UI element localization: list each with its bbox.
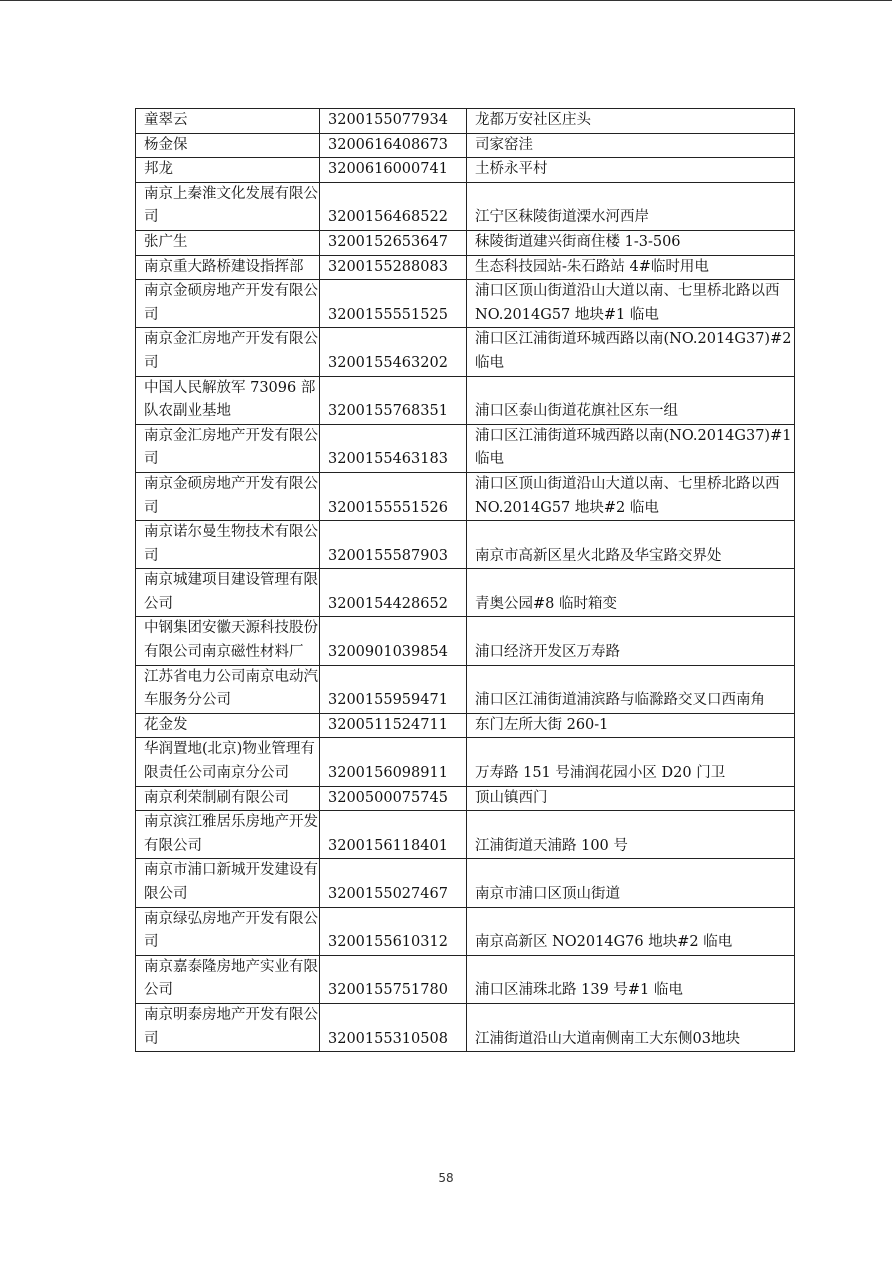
account-number-cell: 3200155551525 [320, 280, 467, 328]
address-cell: 浦口区江浦街道浦滨路与临滁路交叉口西南角 [467, 665, 795, 713]
account-number-cell: 3200155768351 [320, 376, 467, 424]
table-row [136, 811, 795, 859]
customer-name-cell: 南京金硕房地产开发有限公司 [136, 472, 320, 520]
table-row [136, 859, 795, 907]
address-cell: 浦口区泰山街道花旗社区东一组 [467, 376, 795, 424]
address-cell: 浦口区顶山街道沿山大道以南、七里桥北路以西 NO.2014G57 地块#2 临电 [467, 472, 795, 520]
address-cell: 土桥永平村 [467, 158, 795, 183]
table-row [136, 738, 795, 786]
customer-name-cell: 张广生 [136, 230, 320, 255]
account-number-cell: 3200511524711 [320, 713, 467, 738]
customer-name-cell: 南京诺尔曼生物技术有限公司 [136, 521, 320, 569]
account-number-cell: 3200616408673 [320, 133, 467, 158]
customer-name-cell: 南京利荣制刷有限公司 [136, 786, 320, 811]
account-number-cell: 3200616000741 [320, 158, 467, 183]
table-row [136, 665, 795, 713]
table-row [136, 786, 795, 811]
account-number-cell: 3200155463202 [320, 328, 467, 376]
table-row [136, 255, 795, 280]
address-cell: 司家窑洼 [467, 133, 795, 158]
page-number: 58 [438, 1171, 454, 1185]
address-cell: 秣陵街道建兴街商住楼 1-3-506 [467, 230, 795, 255]
customer-name-cell: 江苏省电力公司南京电动汽车服务分公司 [136, 665, 320, 713]
table-row [136, 182, 795, 230]
table-row [136, 955, 795, 1003]
address-cell: 浦口经济开发区万寿路 [467, 617, 795, 665]
account-number-cell: 3200154428652 [320, 569, 467, 617]
account-number-cell: 3200155077934 [320, 109, 467, 134]
address-cell: 青奥公园#8 临时箱变 [467, 569, 795, 617]
address-cell: 浦口区顶山街道沿山大道以南、七里桥北路以西 NO.2014G57 地块#1 临电 [467, 280, 795, 328]
customer-name-cell: 南京金汇房地产开发有限公司 [136, 424, 320, 472]
table-row [136, 1003, 795, 1051]
account-number-cell: 3200500075745 [320, 786, 467, 811]
address-cell: 顶山镇西门 [467, 786, 795, 811]
table-row [136, 907, 795, 955]
address-cell: 南京市高新区星火北路及华宝路交界处 [467, 521, 795, 569]
table-row [136, 230, 795, 255]
customer-name-cell: 南京明泰房地产开发有限公司 [136, 1003, 320, 1051]
account-number-cell: 3200155551526 [320, 472, 467, 520]
table-row [136, 133, 795, 158]
address-cell: 南京市浦口区顶山街道 [467, 859, 795, 907]
address-cell: 东门左所大街 260-1 [467, 713, 795, 738]
address-cell: 江宁区秣陵街道溧水河西岸 [467, 182, 795, 230]
account-number-cell: 3200156098911 [320, 738, 467, 786]
account-number-cell: 3200156468522 [320, 182, 467, 230]
customer-name-cell: 南京金汇房地产开发有限公司 [136, 328, 320, 376]
table-row [136, 328, 795, 376]
table-row [136, 280, 795, 328]
account-number-cell: 3200155463183 [320, 424, 467, 472]
account-number-cell: 3200901039854 [320, 617, 467, 665]
table-row [136, 713, 795, 738]
customer-name-cell: 杨金保 [136, 133, 320, 158]
customer-name-cell: 南京城建项目建设管理有限公司 [136, 569, 320, 617]
account-number-cell: 3200155587903 [320, 521, 467, 569]
customer-name-cell: 童翠云 [136, 109, 320, 134]
address-cell: 江浦街道天浦路 100 号 [467, 811, 795, 859]
customer-name-cell: 中钢集团安徽天源科技股份有限公司南京磁性材料厂 [136, 617, 320, 665]
customer-name-cell: 南京市浦口新城开发建设有限公司 [136, 859, 320, 907]
table-row [136, 424, 795, 472]
address-cell: 南京高新区 NO2014G76 地块#2 临电 [467, 907, 795, 955]
account-number-cell: 3200155027467 [320, 859, 467, 907]
customer-name-cell: 南京滨江雅居乐房地产开发有限公司 [136, 811, 320, 859]
address-cell: 生态科技园站-朱石路站 4#临时用电 [467, 255, 795, 280]
address-cell: 龙都万安社区庄头 [467, 109, 795, 134]
address-cell: 江浦街道沿山大道南侧南工大东侧03地块 [467, 1003, 795, 1051]
customer-name-cell: 南京嘉泰隆房地产实业有限公司 [136, 955, 320, 1003]
account-number-cell: 3200155288083 [320, 255, 467, 280]
account-number-cell: 3200155751780 [320, 955, 467, 1003]
customer-name-cell: 南京绿弘房地产开发有限公司 [136, 907, 320, 955]
records-table-body [136, 109, 795, 1052]
address-cell: 万寿路 151 号浦润花园小区 D20 门卫 [467, 738, 795, 786]
table-row [136, 617, 795, 665]
address-cell: 浦口区浦珠北路 139 号#1 临电 [467, 955, 795, 1003]
table-row [136, 109, 795, 134]
table-row [136, 521, 795, 569]
account-number-cell: 3200156118401 [320, 811, 467, 859]
customer-name-cell: 南京上秦淮文化发展有限公司 [136, 182, 320, 230]
address-cell: 浦口区江浦街道环城西路以南(NO.2014G37)#2 临电 [467, 328, 795, 376]
customer-name-cell: 南京金硕房地产开发有限公司 [136, 280, 320, 328]
table-row [136, 376, 795, 424]
customer-name-cell: 中国人民解放军 73096 部队农副业基地 [136, 376, 320, 424]
table-row [136, 158, 795, 183]
account-number-cell: 3200155959471 [320, 665, 467, 713]
address-cell: 浦口区江浦街道环城西路以南(NO.2014G37)#1 临电 [467, 424, 795, 472]
account-number-cell: 3200155610312 [320, 907, 467, 955]
account-number-cell: 3200152653647 [320, 230, 467, 255]
account-number-cell: 3200155310508 [320, 1003, 467, 1051]
page-top-rule [0, 0, 892, 1]
customer-name-cell: 华润置地(北京)物业管理有限责任公司南京分公司 [136, 738, 320, 786]
customer-name-cell: 花金发 [136, 713, 320, 738]
customer-name-cell: 南京重大路桥建设指挥部 [136, 255, 320, 280]
customer-name-cell: 邦龙 [136, 158, 320, 183]
table-row [136, 569, 795, 617]
records-table [135, 108, 795, 1052]
table-row [136, 472, 795, 520]
